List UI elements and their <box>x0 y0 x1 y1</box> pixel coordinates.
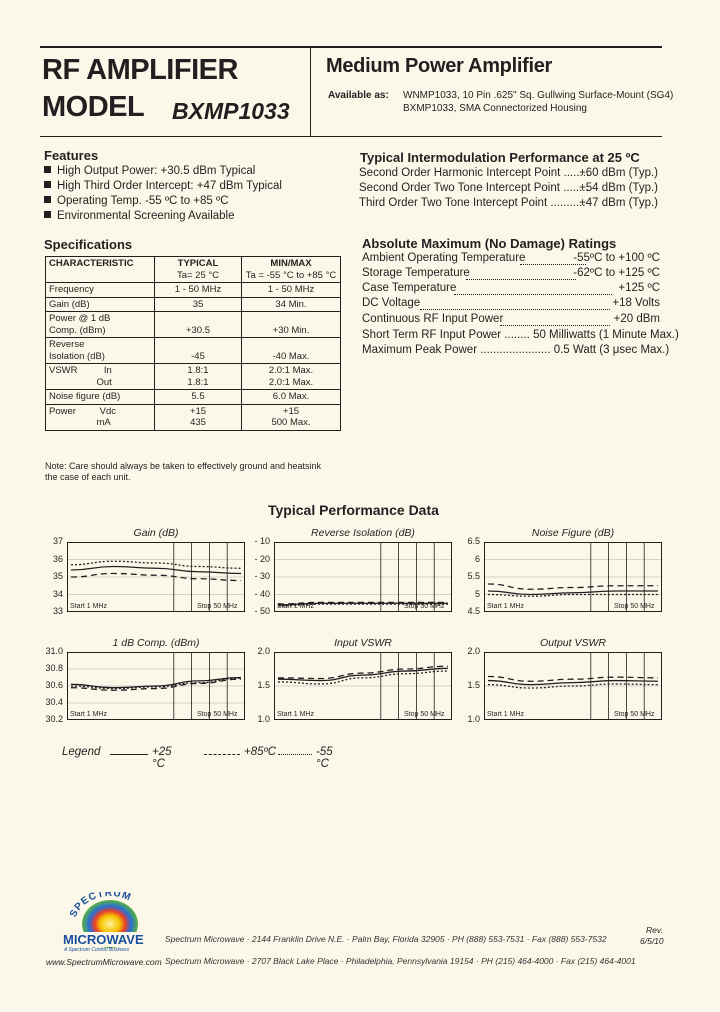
leader-dots <box>500 325 610 326</box>
footer-address-1: Spectrum Microwave · 2144 Franklin Drive N.E. · Palm Bay, Florida 32905 · PH (888) 553-7531 · Fax (888) 553-7532 <box>165 934 607 944</box>
absmax-value: +18 Volts <box>612 297 660 309</box>
chart-plot <box>484 542 662 612</box>
table-header-row <box>46 257 341 283</box>
absmax-value: +20 dBm <box>613 313 660 325</box>
absmax-value: -62ºC to +125 ºC <box>573 267 660 279</box>
start-frequency-label: Start 1 MHz <box>487 603 524 610</box>
y-tick-label: - 40 <box>254 588 270 599</box>
table-row: Reverse Isolation (dB) -45 -40 Max. <box>46 338 341 364</box>
intermod-label: Third Order Two Tone Intercept Point ........... <box>359 197 586 209</box>
chart-title: Output VSWR <box>540 637 606 649</box>
y-tick-label: - 50 <box>254 606 270 616</box>
bullet-icon <box>44 181 51 188</box>
logo-main: MICROWAVE <box>63 932 144 947</box>
stop-frequency-label: Stop 50 MHz <box>404 711 445 718</box>
start-frequency-label: Start 1 MHz <box>277 603 314 610</box>
table-row: Frequency 1 - 50 MHz 1 - 50 MHz <box>46 283 341 298</box>
y-tick-label: 2.0 <box>467 646 480 656</box>
absmax-label: Case Temperature <box>362 282 457 294</box>
absmax-heading: Absolute Maximum (No Damage) Ratings <box>362 236 617 251</box>
chart-plot <box>484 652 662 720</box>
title-divider <box>310 48 311 136</box>
legend-item: +85ºC <box>244 746 277 758</box>
bullet-icon <box>44 211 51 218</box>
absmax-label: Ambient Operating Temperature <box>362 252 526 264</box>
intermod-heading: Typical Intermodulation Performance at 25 ºC <box>360 150 640 165</box>
absmax-label: Continuous RF Input Power <box>362 313 504 325</box>
stop-frequency-label: Stop 50 MHz <box>614 603 655 610</box>
top-rule <box>40 46 662 48</box>
y-tick-label: 1.0 <box>257 714 270 724</box>
table-row: Noise figure (dB) 5.5 6.0 Max. <box>46 390 341 405</box>
logo-sub: A Spectrum Control Business <box>64 947 130 953</box>
available-item: WNMP1033, 10 Pin .625" Sq. Gullwing Surface-Mount (SG4) <box>403 90 674 101</box>
col-characteristic: CHARACTERISTIC <box>46 257 155 283</box>
y-tick-label: 1.5 <box>257 680 270 690</box>
y-tick-label: - 30 <box>254 571 270 581</box>
stop-frequency-label: Stop 50 MHz <box>404 603 445 610</box>
table-row: Power @ 1 dB Comp. (dBm) +30.5 +30 Min. <box>46 312 341 338</box>
series-line-85c <box>488 584 658 589</box>
y-tick-label: 30.8 <box>45 663 63 673</box>
chart-title: Gain (dB) <box>133 527 179 539</box>
feature-item: High Output Power: +30.5 dBm Typical <box>44 165 255 177</box>
title-line2: MODEL <box>42 91 145 123</box>
stop-frequency-label: Stop 50 MHz <box>614 711 655 718</box>
rev-date: 6/5/10 <box>640 936 664 946</box>
spectrum-logo <box>60 892 160 958</box>
y-tick-label: 5 <box>474 588 480 599</box>
chart-plot <box>274 542 452 612</box>
start-frequency-label: Start 1 MHz <box>70 603 107 610</box>
col-typical: TYPICAL <box>177 258 219 269</box>
absmax-label: DC Voltage <box>362 297 421 309</box>
y-tick-label: 30.6 <box>45 680 63 690</box>
chart-title: 1 dB Comp. (dBm) <box>112 637 200 649</box>
absmax-label: Maximum Peak Power ...................... 0.5 Watt (3 μsec Max.) <box>362 344 670 356</box>
y-tick-label: 30.4 <box>45 697 63 707</box>
y-tick-label: 5.5 <box>467 571 480 581</box>
intermod-label: Second Order Two Tone Intercept Point ........ <box>359 182 589 194</box>
chart-plot <box>67 652 245 720</box>
start-frequency-label: Start 1 MHz <box>487 711 524 718</box>
y-tick-label: 1.5 <box>467 680 480 690</box>
legend-item: -55 °C <box>316 746 333 770</box>
intermod-value: +47 dBm (Typ.) <box>579 197 658 209</box>
start-frequency-label: Start 1 MHz <box>277 711 314 718</box>
rev-label: Rev. <box>646 925 663 935</box>
col-typical-sub: Ta= 25 °C <box>176 269 220 281</box>
chart-plot <box>274 652 452 720</box>
performance-heading: Typical Performance Data <box>268 502 439 518</box>
start-frequency-label: Start 1 MHz <box>70 711 107 718</box>
chart-title: Reverse Isolation (dB) <box>311 527 415 539</box>
absmax-value: -55ºC to +100 ºC <box>573 252 660 264</box>
legend-line-dotted <box>278 754 312 755</box>
y-tick-label: 33 <box>52 606 63 616</box>
series-line-minus55c <box>488 595 658 597</box>
legend-label: Legend <box>62 746 101 758</box>
y-tick-label: 36 <box>52 553 63 564</box>
leader-dots <box>466 279 576 280</box>
leader-dots <box>420 309 610 310</box>
bullet-icon <box>44 196 51 203</box>
leader-dots <box>454 294 612 295</box>
table-row: VSWR In Out 1.8:1 1.8:1 2.0:1 Max. 2.0:1 Max. <box>46 364 341 390</box>
bullet-icon <box>44 166 51 173</box>
specifications-table <box>45 256 341 431</box>
intermod-label: Second Order Harmonic Intercept Point ........ <box>359 167 590 179</box>
chart-title: Input VSWR <box>334 637 392 649</box>
chart-plot <box>67 542 245 612</box>
legend-line-solid <box>110 754 148 755</box>
absmax-value: +125 ºC <box>618 282 660 294</box>
features-heading: Features <box>44 148 99 163</box>
title-line1: RF AMPLIFIER <box>42 54 238 86</box>
chart-title: Noise Figure (dB) <box>531 527 615 539</box>
intermod-value: +60 dBm (Typ.) <box>579 167 658 179</box>
y-tick-label: - 20 <box>254 553 270 564</box>
y-tick-label: 34 <box>52 588 63 599</box>
leader-dots <box>520 264 586 265</box>
footer-address-2: Spectrum Microwave · 2707 Black Lake Place · Philadelphia, Pennsylvania 19154 · PH (215) 464-4000 · Fax (215) 464-4001 <box>165 956 636 966</box>
feature-item: High Third Order Intercept: +47 dBm Typical <box>44 180 282 192</box>
y-tick-label: 6.5 <box>467 536 480 546</box>
y-tick-label: 2.0 <box>257 646 270 656</box>
col-minmax: MIN/MAX <box>270 258 312 269</box>
col-minmax-sub: Ta = -55 °C to +85 °C <box>245 269 337 281</box>
y-tick-label: 1.0 <box>467 714 480 724</box>
stop-frequency-label: Stop 50 MHz <box>197 603 238 610</box>
website-link[interactable]: www.SpectrumMicrowave.com <box>46 957 162 967</box>
y-tick-label: 31.0 <box>45 646 63 656</box>
y-tick-label: 4.5 <box>467 606 480 616</box>
logo-top-text: SPECTRUM <box>67 892 133 920</box>
y-tick-label: 6 <box>474 553 480 564</box>
y-tick-label: 35 <box>52 571 63 581</box>
absmax-label: Storage Temperature <box>362 267 470 279</box>
model-number: BXMP1033 <box>172 98 290 124</box>
specifications-heading: Specifications <box>44 237 133 252</box>
product-type: Medium Power Amplifier <box>326 55 553 77</box>
y-tick-label: 37 <box>52 536 63 546</box>
header-bottom-rule <box>40 136 662 137</box>
y-tick-label: 30.2 <box>45 714 63 724</box>
legend-item: +25 °C <box>152 746 172 770</box>
absmax-label: Short Term RF Input Power ........ 50 Milliwatts (1 Minute Max.) <box>362 329 679 341</box>
available-item: BXMP1033, SMA Connectorized Housing <box>403 103 587 114</box>
available-label: Available as: <box>328 90 389 101</box>
spec-note: Note: Care should always be taken to effectively ground and heatsink the case of each unit. <box>45 461 322 482</box>
y-tick-label: - 10 <box>254 536 270 546</box>
table-row: Power Vdc mA +15 435 +15 500 Max. <box>46 404 341 430</box>
stop-frequency-label: Stop 50 MHz <box>197 711 238 718</box>
legend-line-dashed <box>204 754 240 755</box>
feature-item: Environmental Screening Available <box>44 210 235 222</box>
table-row: Gain (dB) 35 34 Min. <box>46 297 341 312</box>
intermod-value: +54 dBm (Typ.) <box>579 182 658 194</box>
feature-item: Operating Temp. -55 ºC to +85 ºC <box>44 195 229 207</box>
